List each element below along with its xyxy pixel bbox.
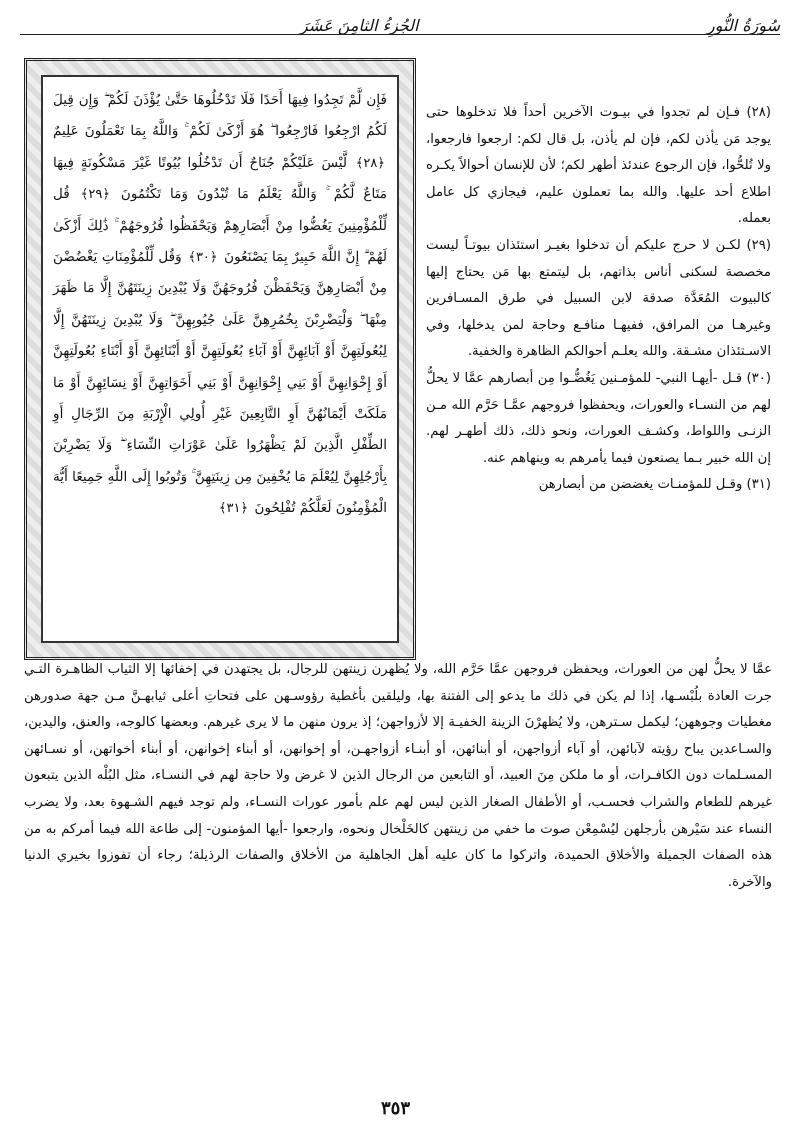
tafsir-29: (٢٩) لكـن لا حرج عليكم أن تدخلوا بغيـر استئذان بيوتـاً ليست مخصصة لسكنى أناس بذاتهم، بل ليتمتع بها مَن يحتاج إليها كالبيوت المُعَدَّة صدقة لابن السبيل في طرق المسـافرين وغيرهـا من المرافق، ففيهـا منافـع وحاجة لمن يدخلها، وفي الاسـتئذان مشـقة. والله يعلـم أحوالكم الظاهرة والخفية. bbox=[426, 237, 771, 360]
tafsir-column bbox=[426, 100, 771, 499]
tafsir-full-width bbox=[24, 657, 772, 896]
page-number: ٣٥٣ bbox=[380, 1098, 410, 1119]
verse-number-31: ﴿٣١﴾ bbox=[218, 501, 249, 517]
tafsir-30: (٣٠) قـل -أيهـا النبي- للمؤمـنين يَغُضُّـوا مِن أبصارهم عمَّا لا يحلُّ لهم من النسـاء والعورات، ويحفظوا فروجهم عمَّـا حَرَّم الله مـن الزنـى واللواط، وكشـف العورات، ونحو ذلك، ذلك أطهـر لهم. إن الله خبير بـما يصنعون فيما يأمرهم به وينهاهم عنه. bbox=[426, 370, 771, 466]
verse-29: لَّيْسَ عَلَيْكُمْ جُنَاحٌ أَن تَدْخُلُوا بُيُوتًا غَيْرَ مَسْكُونَةٍ فِيهَا مَتَاعٌ لَّكُمْ ۚ وَاللَّهُ يَعْلَمُ مَا تُبْدُونَ وَمَا تَكْتُمُونَ bbox=[53, 154, 387, 203]
verse-number-28: ﴿٢٨﴾ bbox=[355, 155, 385, 171]
verse-31: وَقُل لِّلْمُؤْمِنَاتِ يَغْضُضْنَ مِنْ أَبْصَارِهِنَّ وَيَحْفَظْنَ فُرُوجَهُنَّ وَلَا يُبْدِينَ زِينَتَهُنَّ إِلَّا مَا ظَهَرَ مِنْهَا ۖ وَلْيَضْرِبْنَ بِخُمُرِهِنَّ عَلَىٰ جُيُوبِهِنَّ ۖ وَلَا يُبْدِينَ زِينَتَهُنَّ إِلَّا لِبُعُولَتِهِنَّ أَوْ آبَائِهِنَّ أَوْ آبَاءِ بُعُولَتِهِنَّ أَوْ أَبْنَائِهِنَّ أَوْ أَبْنَاءِ بُعُولَتِهِنَّ أَوْ إِخْوَانِهِنَّ أَوْ بَنِي إِخْوَانِهِنَّ أَوْ بَنِي أَخَوَاتِهِنَّ أَوْ نِسَائِهِنَّ أَوْ مَا مَلَكَتْ أَيْمَانُهُنَّ أَوِ التَّابِعِينَ غَيْرِ أُولِي الْإِرْبَةِ مِنَ الرِّجَالِ أَوِ الطِّفْلِ الَّذِينَ لَمْ يَظْهَرُوا عَلَىٰ عَوْرَاتِ النِّسَاءِ ۖ وَلَا يَضْرِبْنَ بِأَرْجُلِهِنَّ لِيُعْلَمَ مَا يُخْفِينَ مِن زِينَتِهِنَّ ۚ وَتُوبُوا إِلَى اللَّهِ جَمِيعًا أَيُّهَ الْمُؤْمِنُونَ لَعَلَّكُمْ تُفْلِحُونَ bbox=[53, 249, 387, 517]
verse-number-29: ﴿٢٩﴾ bbox=[80, 187, 110, 203]
header-divider bbox=[20, 34, 780, 35]
surah-name: سُورَةُ النُّورِ bbox=[706, 16, 780, 35]
verse-30: قُل لِّلْمُؤْمِنِينَ يَغُضُّوا مِنْ أَبْصَارِهِمْ وَيَحْفَظُوا فُرُوجَهُمْ ۚ ذَٰلِكَ أَزْكَىٰ لَهُمْ ۗ إِنَّ اللَّهَ خَبِيرٌ بِمَا يَصْنَعُونَ bbox=[53, 186, 387, 266]
verse-number-30: ﴿٣٠﴾ bbox=[188, 250, 218, 266]
quran-text-frame bbox=[24, 58, 416, 660]
juz-name: الجُزءُ الثامِنَ عَشَرَ bbox=[300, 16, 419, 35]
tafsir-28: (٢٨) فـإن لم تجدوا في بيـوت الآخرين أحداً فلا تدخلوها حتى يوجد مَن يأذن لكم، فإن لم يأذن، بل قال لكم: ارجعوا فارجعوا، ولا تُلحُّوا، فإن الرجوع عندئذ أطهر لكم؛ لأن للإنسان أحوالاً يكـره اطلاع أحد عليها. والله بما تعملون عليم، فيجازي كل عامل بعمله. bbox=[426, 105, 771, 227]
quran-text bbox=[41, 75, 399, 643]
tafsir-31-start: (٣١) وقـل للمؤمنـات يغضضن من أبصارهن bbox=[538, 477, 771, 493]
verse-28: فَإِن لَّمْ تَجِدُوا فِيهَا أَحَدًا فَلَا تَدْخُلُوهَا حَتَّىٰ يُؤْذَنَ لَكُمْ ۖ وَإِن قِيلَ لَكُمُ ارْجِعُوا فَارْجِعُوا ۖ هُوَ أَزْكَىٰ لَكُمْ ۚ وَاللَّهُ بِمَا تَعْمَلُونَ عَلِيمٌ bbox=[53, 92, 387, 140]
tafsir-31-continued: عمَّا لا يحلُّ لهن من العورات، ويحفظن فروجهن عمَّا حَرَّم الله، ولا يُظهرن زينتهن للرجال، بل يجتهدن في إخفائها إلا الثياب الظاهـرة التـي جرت العادة بلُبْسـها، إذا لم يكن في ذلك ما يدعو إلى الفتنة بها، وليلقين بأغطية رؤوسـهن على فتحاتِ أعلى ثيابهـنَّ مـن جهة صدورهن مغطيات وجوههن؛ ليكمل سـترهن، ولا يُظهرْنَ الزينة الخفيـة إلا لأزواجهن؛ إذ يرون منهن ما لا يرى غيرهم. وبعضها كالوجه، والعنق، واليدين، والسـاعدين يباح رؤيته لآبائهن، أو آباء أزواجهن، أو أبنائهن، أو أبنـاء أزواجهـن، أو إخوانهن، أو أبناء إخوانهن، أو أبناء أخواتهن، أو نسـائهن المسـلمات دون الكافـرات، أو ما ملكن مِنَ العبيد، أو التابعين من الرجال الذين لا غرض ولا حاجة لهم في النسـاء، مثل البُلْه الذين يتبعون غيرهم للطعام والشراب فحسـب، أو الأطفال الصغار الذين ليس لهم علم بأمور عورات النسـاء، ولم توجد فيهم الشـهوة بعد، ولا يضرب النساء عند سَيْرهن بأرجلهن ليُسْمِعْن صوت ما خفي من زينتهن كالخَلْخال ونحوه، وارجعوا -أيها المؤمنون- إلى طاعة الله فيما أمركم به من هذه الصفات الجميلة والأخلاق الحميدة، واتركوا ما كان عليه أهل الجاهلية من الأخلاق والصفات الرذيلة؛ رجاء أن تفوزوا بخيري الدنيا والآخرة. bbox=[24, 662, 772, 890]
